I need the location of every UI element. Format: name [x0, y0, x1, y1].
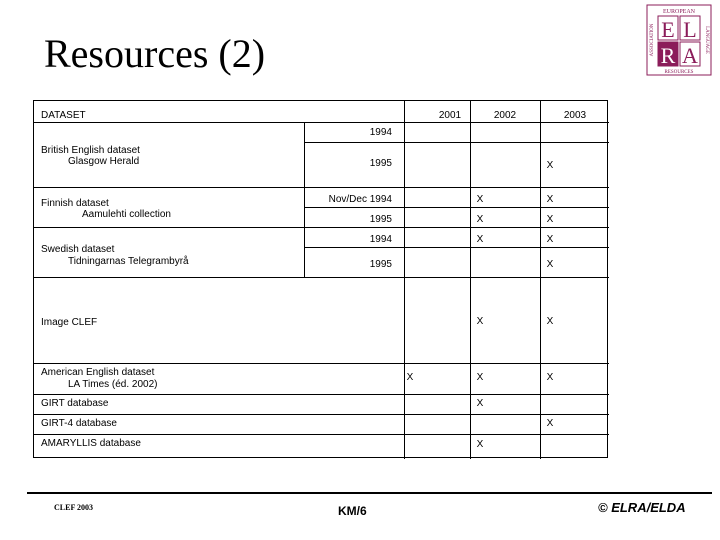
footer-copyright: © ELRA/ELDA: [598, 500, 686, 515]
rule: [34, 187, 609, 188]
logo-top-text: EUROPEAN: [662, 9, 696, 15]
logo-right-text: LANGUAGE: [704, 26, 709, 54]
swedish-period-1: 1994: [369, 234, 392, 245]
header-2002: 2002: [493, 110, 517, 121]
header-rule: [34, 122, 609, 123]
american-2003-mark: X: [546, 372, 554, 383]
elra-logo: [646, 4, 712, 76]
girt-2002-mark: X: [476, 398, 484, 409]
imageclef-2002-mark: X: [476, 316, 484, 327]
rule: [34, 227, 609, 228]
finnish-period-2: 1995: [369, 214, 392, 225]
finnish-p1-2003-mark: X: [546, 194, 554, 205]
logo-left-text: ASSOCIATION: [650, 23, 655, 57]
imageclef-name: Image CLEF: [41, 317, 98, 328]
header-dataset: DATASET: [41, 110, 86, 121]
rule: [304, 207, 609, 208]
british-period-2: 1995: [369, 158, 392, 169]
col-rule: [540, 101, 541, 459]
footer-slide-number: KM/6: [338, 504, 367, 518]
amaryllis-2002-mark: X: [476, 439, 484, 450]
swedish-period-2: 1995: [369, 259, 392, 270]
imageclef-2003-mark: X: [546, 316, 554, 327]
slide-title: Resources (2): [44, 31, 266, 76]
girt4-name: GIRT-4 database: [41, 418, 117, 429]
rule: [34, 394, 609, 395]
header-2003: 2003: [563, 110, 587, 121]
rule: [34, 434, 609, 435]
american-2002-mark: X: [476, 372, 484, 383]
finnish-p1-2002-mark: X: [476, 194, 484, 205]
swedish-dataset-sub: Tidningarnas Telegrambyrå: [68, 256, 189, 267]
american-dataset-sub: LA Times (éd. 2002): [68, 379, 158, 390]
footer-rule: [27, 492, 712, 494]
finnish-p2-2002-mark: X: [476, 214, 484, 225]
british-dataset-name: British English dataset: [41, 145, 140, 156]
col-rule: [404, 101, 405, 459]
rule: [34, 277, 609, 278]
british-period-1: 1994: [369, 127, 392, 138]
finnish-dataset-name: Finnish dataset: [41, 198, 109, 209]
swedish-dataset-name: Swedish dataset: [41, 244, 115, 255]
american-dataset-name: American English dataset: [41, 367, 155, 378]
rule: [304, 142, 609, 143]
swedish-p1-2003-mark: X: [546, 234, 554, 245]
girt-name: GIRT database: [41, 398, 109, 409]
logo-letter-e: E: [661, 17, 675, 42]
british-dataset-sub: Glasgow Herald: [68, 156, 140, 167]
british-2003-mark: X: [546, 160, 554, 171]
rule: [34, 363, 609, 364]
finnish-dataset-sub: Aamulehti collection: [82, 209, 171, 220]
girt4-2003-mark: X: [546, 418, 554, 429]
header-2001: 2001: [438, 110, 462, 121]
swedish-p2-2003-mark: X: [546, 259, 554, 270]
finnish-p2-2003-mark: X: [546, 214, 554, 225]
logo-letter-r: R: [660, 43, 676, 68]
logo-bottom-text: RESOURCES: [664, 70, 694, 75]
logo-letter-a: A: [682, 43, 698, 68]
amaryllis-name: AMARYLLIS database: [41, 438, 141, 449]
rule: [304, 247, 609, 248]
footer-event: CLEF 2003: [54, 503, 94, 512]
american-2001-mark: X: [406, 372, 414, 383]
logo-letter-l: L: [683, 17, 697, 42]
rule: [34, 414, 609, 415]
swedish-p1-2002-mark: X: [476, 234, 484, 245]
finnish-period-1: Nov/Dec 1994: [328, 194, 392, 205]
